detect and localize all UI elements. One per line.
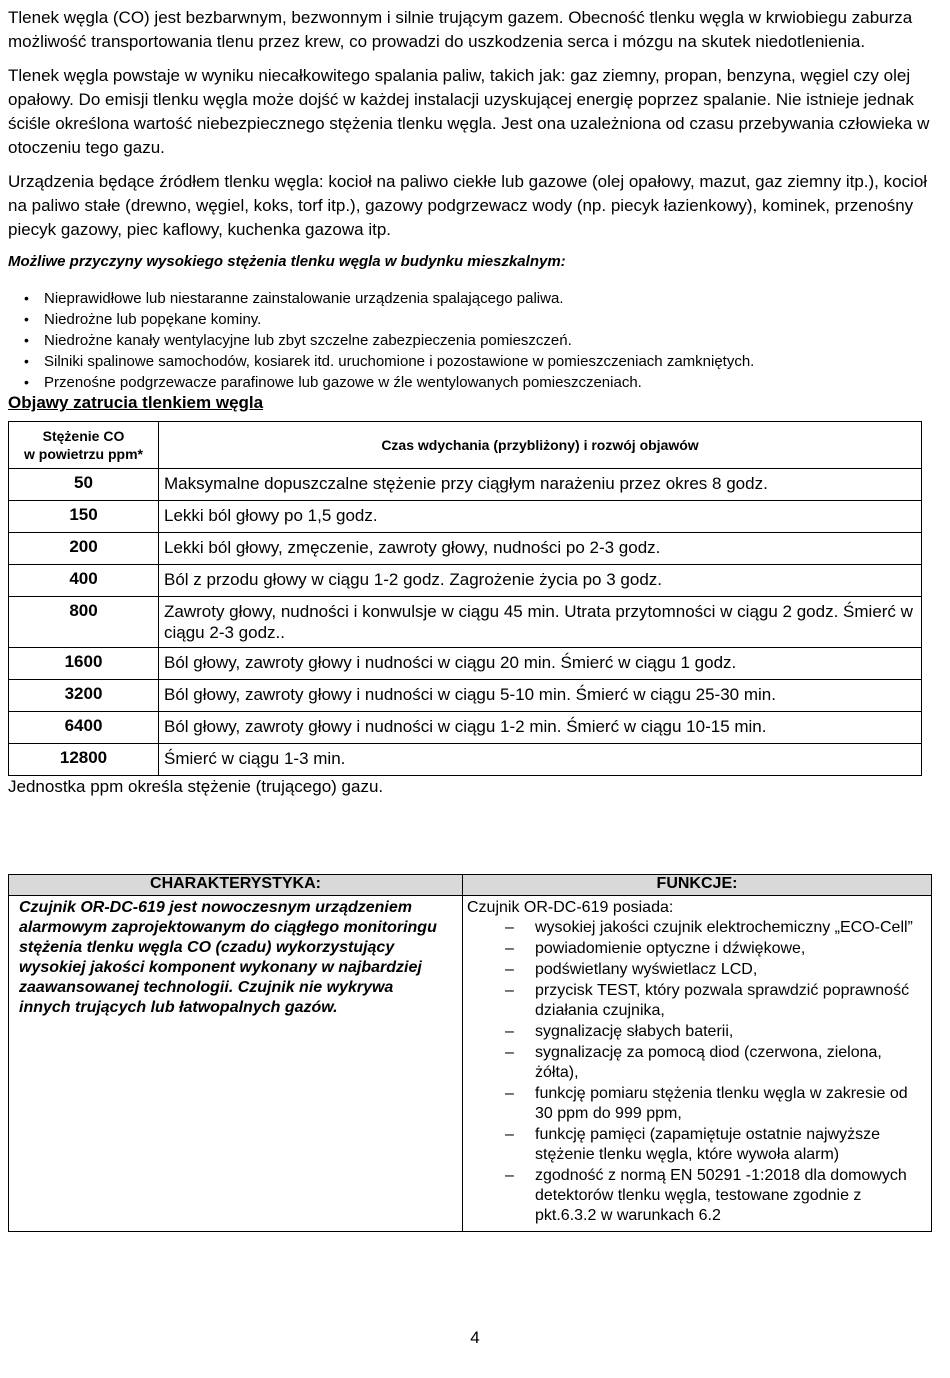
dash-icon: –: [505, 1044, 514, 1061]
list-item: – funkcję pamięci (zapamiętuje ostatnie najwyższe stężenie tlenku węgla, które wywoła alarm): [505, 1126, 881, 1163]
ppm-value: 50: [9, 469, 159, 501]
list-item: • Przenośne podgrzewacze parafinowe lub gazowe w źle wentylowanych pomieszczeniach.: [24, 374, 642, 391]
intro-paragraph-1: Tlenek węgla (CO) jest bezbarwnym, bezwonnym i silnie trującym gazem. Obecność tlenku węgla w krwiobiegu zaburza możliwość transportowania tlenu przez krew, co prowadzi do uszkodzenia serca i mózgu na skutek niedotlenienia.: [8, 8, 913, 51]
symptom-description: Ból z przodu głowy w ciągu 1-2 godz. Zagrożenie życia po 3 godz.: [159, 565, 922, 597]
causes-list: [8, 288, 934, 393]
ppm-value: 200: [9, 533, 159, 565]
list-item: • Niedrożne lub popękane kominy.: [24, 311, 262, 328]
list-item: – podświetlany wyświetlacz LCD,: [505, 961, 758, 978]
characteristics-text: Czujnik OR-DC-619 jest nowoczesnym urządzeniem alarmowym zaprojektowanym do ciągłego monitoringu stężenia tlenku węgla CO (czadu) wykorzystujący wysokiej jakości komponent wykonany w najbardziej zaawansowanej technologii. Czujnik nie wykrywa innych trujących lub łatwopalnych gazów.: [9, 896, 463, 1232]
bullet-icon: •: [24, 290, 29, 306]
symptom-description: Ból głowy, zawroty głowy i nudności w ciągu 1-2 min. Śmierć w ciągu 10-15 min.: [159, 712, 922, 744]
functions-intro: Czujnik OR-DC-619 posiada:: [467, 899, 674, 916]
list-item: • Niedrożne kanały wentylacyjne lub zbyt szczelne zabezpieczenia pomieszczeń.: [24, 332, 572, 349]
header-functions: FUNKCJE:: [463, 875, 932, 896]
ppm-value: 12800: [9, 744, 159, 776]
bullet-icon: •: [24, 374, 29, 390]
list-item: – powiadomienie optyczne i dźwiękowe,: [505, 940, 806, 957]
dash-icon: –: [505, 1126, 514, 1143]
functions-cell: [463, 896, 932, 1232]
ppm-value: 1600: [9, 648, 159, 680]
symptom-description: Lekki ból głowy po 1,5 godz.: [159, 501, 922, 533]
intro-paragraph-2: Tlenek węgla powstaje w wyniku niecałkowitego spalania paliw, takich jak: gaz ziemny, propan, benzyna, węgiel czy olej opałowy. Do emisji tlenku węgla może dojść w każdej instalacji uzyskującej energię poprzez spalanie. Nie istnieje jednak ściśle określona wartość niebezpiecznego stężenia tlenku węgla. Jest ona uzależniona od czasu przebywania człowieka w otoczeniu tego gazu.: [8, 66, 930, 157]
dash-icon: –: [505, 919, 514, 936]
table-header-row: [9, 422, 922, 469]
table-row: [9, 565, 922, 597]
list-item: – przycisk TEST, który pozwala sprawdzić poprawność działania czujnika,: [505, 982, 910, 1019]
table-row: [9, 680, 922, 712]
intro-paragraph-3: Urządzenia będące źródłem tlenku węgla: kocioł na paliwo ciekłe lub gazowe (olej opałowy, mazut, gaz ziemny itp.), kocioł na paliwo stałe (drewno, węgiel, koks, torf itp.), gazowy podgrzewacz wody (np. piecyk łazienkowy), kominek, przenośny piecyk gazowy, piec kaflowy, kuchenka gazowa itp.: [8, 172, 928, 239]
features-header-row: [9, 875, 932, 896]
dash-icon: –: [505, 961, 514, 978]
list-item: – sygnalizację za pomocą diod (czerwona, zielona, żółta),: [505, 1044, 882, 1081]
ppm-value: 6400: [9, 712, 159, 744]
ppm-value: 400: [9, 565, 159, 597]
table-row: [9, 501, 922, 533]
functions-list: [467, 918, 921, 1226]
symptoms-table: [8, 421, 922, 776]
table-row: [9, 533, 922, 565]
ppm-value: 150: [9, 501, 159, 533]
list-item: • Nieprawidłowe lub niestaranne zainstalowanie urządzenia spalającego paliwa.: [24, 290, 564, 307]
list-item: – wysokiej jakości czujnik elektrochemiczny „ECO-Cell”: [505, 919, 913, 936]
symptoms-title: Objawy zatrucia tlenkiem węgla: [8, 393, 264, 412]
causes-heading: Możliwe przyczyny wysokiego stężenia tlenku węgla w budynku mieszkalnym:: [8, 253, 566, 270]
dash-icon: –: [505, 1167, 514, 1184]
ppm-value: 800: [9, 597, 159, 648]
features-body-row: [9, 896, 932, 1232]
list-item: – funkcję pomiaru stężenia tlenku węgla w zakresie od 30 ppm do 999 ppm,: [505, 1085, 908, 1122]
symptom-description: Lekki ból głowy, zmęczenie, zawroty głowy, nudności po 2-3 godz.: [159, 533, 922, 565]
dash-icon: –: [505, 1085, 514, 1102]
dash-icon: –: [505, 1023, 514, 1040]
list-item: – sygnalizację słabych baterii,: [505, 1023, 734, 1040]
list-item: • Silniki spalinowe samochodów, kosiarek itd. uruchomione i pozostawione w pomieszczeniach zamkniętych.: [24, 353, 755, 370]
document-page: [8, 6, 934, 1224]
dash-icon: –: [505, 982, 514, 999]
bullet-icon: •: [24, 332, 29, 348]
page-number: 4: [470, 1328, 480, 1347]
table-row: [9, 469, 922, 501]
table-row: [9, 744, 922, 776]
header-desc: Czas wdychania (przybliżony) i rozwój objawów: [159, 422, 922, 469]
header-ppm: Stężenie CO w powietrzu ppm*: [9, 422, 159, 469]
symptom-description: Śmierć w ciągu 1-3 min.: [159, 744, 922, 776]
table-row: [9, 597, 922, 648]
symptom-description: Ból głowy, zawroty głowy i nudności w ciągu 20 min. Śmierć w ciągu 1 godz.: [159, 648, 922, 680]
header-characteristics: CHARAKTERYSTYKA:: [9, 875, 463, 896]
list-item: – zgodność z normą EN 50291 -1:2018 dla domowych detektorów tlenku węgla, testowane zgodnie z pkt.6.3.2 w warunkach 6.2: [505, 1167, 907, 1224]
symptom-description: Zawroty głowy, nudności i konwulsje w ciągu 45 min. Utrata przytomności w ciągu 2 godz. Śmierć w ciągu 2-3 godz..: [159, 597, 922, 648]
table-row: [9, 648, 922, 680]
bullet-icon: •: [24, 311, 29, 327]
features-table: [8, 874, 932, 1232]
symptom-description: Ból głowy, zawroty głowy i nudności w ciągu 5-10 min. Śmierć w ciągu 25-30 min.: [159, 680, 922, 712]
symptom-description: Maksymalne dopuszczalne stężenie przy ciągłym narażeniu przez okres 8 godz.: [159, 469, 922, 501]
unit-note: Jednostka ppm określa stężenie (trującego) gazu.: [8, 777, 384, 796]
ppm-value: 3200: [9, 680, 159, 712]
dash-icon: –: [505, 940, 514, 957]
table-row: [9, 712, 922, 744]
bullet-icon: •: [24, 353, 29, 369]
